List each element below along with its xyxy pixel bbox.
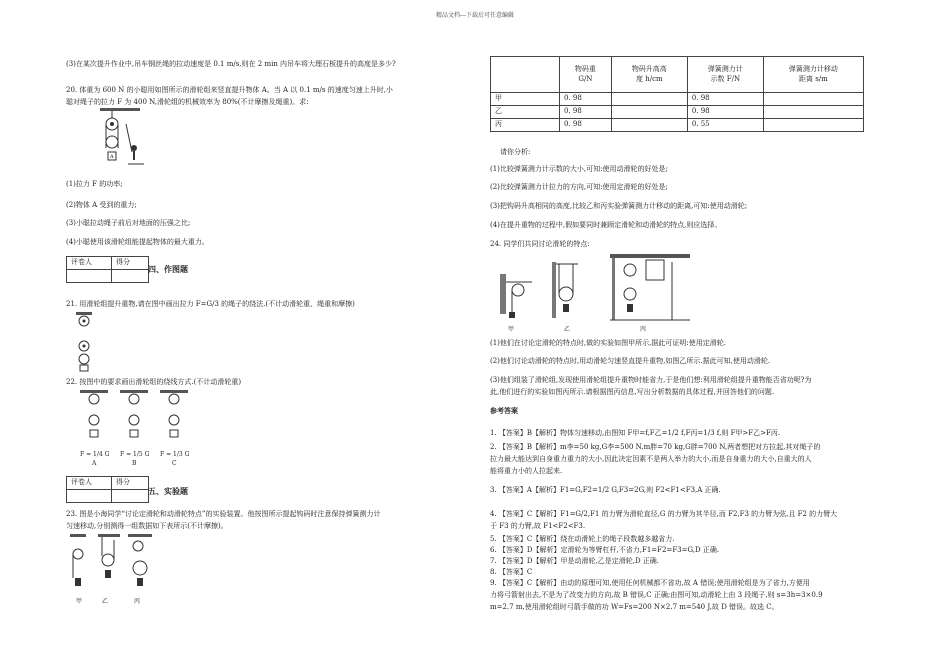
q20-sub4: (4)小聪使用该滑轮组能提起物体的最大重力。 — [66, 238, 209, 246]
q20-sub1: (1)拉力 F 的功率; — [66, 180, 123, 188]
table-cell: 0. 98 — [687, 106, 763, 119]
answers-title: 参考答案 — [490, 407, 518, 415]
answer-9-line3: m=2.7 m,使用滑轮组时弓箭手做的功 W=Fs=200 N×2.7 m=540 J,故 D 错误。故选 C。 — [490, 603, 779, 611]
table-cell — [763, 106, 863, 119]
table-header-cell: 弹簧测力计 示数 F/N — [687, 57, 763, 93]
answer-5: 5. 【答案】C【解析】绕在动滑轮上的绳子段数越多越省力. — [490, 535, 675, 543]
table-header-cell: 弹簧测力计移动 距离 s/m — [763, 57, 863, 93]
q24-fig-label-yi: 乙 — [564, 326, 571, 333]
answer-2-line1: 2. 【答案】B【解析】m李=50 kg,G李=500 N,m胖=70 kg,G胖=700 N,两者想把对方拉起,其对绳子的 — [490, 443, 821, 451]
q20-line2: 聪对绳子的拉力 F 为 400 N,滑轮组的机械效率为 80%(不计摩擦及绳重)。求: — [66, 98, 309, 106]
q22-letter-a: A — [92, 460, 97, 467]
answer-9-line1: 9. 【答案】C【解析】由动的原理可知,使用任何机械都不省功,故 A 错误;使用滑轮组是为了省力,方便用 — [490, 579, 810, 587]
q23-ask: 请你分析: — [500, 148, 531, 156]
table-cell: 0. 98 — [687, 93, 763, 106]
q22-letter-c: C — [172, 460, 177, 467]
table-cell — [611, 119, 687, 132]
q23-line1: 23. 图是小海同学“讨论定滑轮和动滑轮特点”的实验装置。他按图所示提起钩码时注意保持弹簧测力计 — [66, 510, 381, 518]
q20-sub2: (2)物体 A 受到的重力; — [66, 201, 137, 209]
table-cell: 0. 98 — [560, 106, 612, 119]
q24-fig-label-jia: 甲 — [508, 326, 515, 333]
answer-2-line2: 拉力最大能达到自身重力重力的大小,因此决定因素不是两人举力的大小,而是自身重力的大小,自重大的人 — [490, 455, 812, 463]
q24-sub3b: 此,他们进行的实验如图丙所示.请根据图丙信息,写出分析数据的具体过程,并回答他们的问题. — [490, 388, 775, 396]
table-cell — [763, 93, 863, 106]
q20-sub3: (3)小聪拉动绳子前后对地面的压强之比; — [66, 219, 191, 227]
q24-sub1: (1)他们在讨论定滑轮的特点时,做的实验如图甲所示,据此可证明:使用定滑轮. — [490, 339, 726, 347]
score-points-label: 得分 — [112, 477, 149, 490]
score-points-label: 得分 — [112, 257, 149, 270]
q24-text: 24. 同学们共同讨论滑轮的特点: — [490, 240, 590, 248]
table-header-cell: 物码升高高 度 h/cm — [611, 57, 687, 93]
answer-1: 1. 【答案】B【解析】物体匀速移动,由图知 F甲=f,F乙=1/2 f,F丙=1/3 f,则 F甲>F乙>F丙. — [490, 429, 781, 437]
q23-line2: 匀速移动,分别测得一组数据如下表所示(不计摩擦)。 — [66, 522, 228, 530]
score-box-4 — [66, 256, 149, 283]
q22-text: 22. 按图中的要求画出滑轮组的绕线方式.(不计动滑轮重) — [66, 378, 242, 386]
q22-letter-b: B — [132, 460, 137, 467]
table-cell — [611, 93, 687, 106]
q23-fig-label-jia: 甲 — [76, 598, 83, 605]
section-title-experiment: 五、实验题 — [148, 487, 188, 496]
answer-2-line3: 能将重力小的人拉起来. — [490, 467, 563, 475]
section-title-drawing: 四、作图题 — [148, 265, 188, 274]
q20-line1: 20. 体重为 600 N 的小聪用如图所示的滑轮组来竖直提升物体 A。当 A 以 0.1 m/s 的速度匀速上升时,小 — [66, 86, 393, 94]
page-header: 精品文档---下载后可任意编辑 — [435, 12, 515, 19]
q23-data-table — [490, 56, 864, 132]
q23-sub1: (1)比较弹簧测力计示数的大小,可知:使用动滑轮的好处是; — [490, 165, 668, 173]
q23-sub4: (4)在提升重物的过程中,假如要同时兼顾定滑轮和动滑轮的特点,则应选择。 — [490, 221, 722, 229]
q23-fig-label-bing: 丙 — [134, 598, 141, 605]
table-cell: 丙 — [491, 119, 560, 132]
answer-9-line2: 力将弓箭射出去,不是为了改变力的方向,故 B 错误,C 正确;由图可知,动滑轮上由 3 段绳子,则 s=3h=3×0.9 — [490, 591, 823, 599]
score-reviewer-label: 评卷人 — [67, 477, 112, 490]
svg-text:A: A — [110, 154, 114, 160]
table-cell: 甲 — [491, 93, 560, 106]
score-box-5 — [66, 476, 149, 503]
q23-sub2: (2)比较弹簧测力计拉力的方向,可知:使用定滑轮的好处是; — [490, 183, 668, 191]
answer-8: 8. 【答案】C — [490, 568, 533, 576]
q24-sub2: (2)他们讨论动滑轮的特点时,用动滑轮匀速竖直提升重物,如图乙所示.据此可知,使用动滑轮. — [490, 357, 771, 365]
table-row — [491, 106, 864, 119]
answer-4-line1: 4. 【答案】C【解析】F1=G/2,F1 的力臂为滑轮直径,G 的力臂为其半径,而 F2,F3 的力臂为弦,且 F2 的力臂大 — [490, 510, 838, 518]
table-cell: 0. 55 — [687, 119, 763, 132]
q22-label-b: F = 1/5 G — [120, 451, 150, 458]
score-reviewer-label: 评卷人 — [67, 257, 112, 270]
q21-text: 21. 用滑轮组提升重物,请在图中画出拉力 F=G/3 的绳子的绕法.(不计动滑轮重、绳重和摩擦) — [66, 300, 355, 308]
table-header-cell: 物码重 G/N — [560, 57, 612, 93]
q22-label-a: F = 1/4 G — [80, 451, 110, 458]
table-cell — [611, 106, 687, 119]
q23-sub3: (3)把钩码升高相同的高度,比较乙和丙实验弹簧测力计移动的距离,可知:使用动滑轮; — [490, 202, 748, 210]
q23-apparatus-figure — [70, 534, 160, 594]
q24-sub3a: (3)他们组装了滑轮组,发现使用滑轮组提升重物时能省力,于是他们想:利用滑轮组提升重物能否省功呢?为 — [490, 376, 812, 384]
table-row — [491, 93, 864, 106]
q21-pulley-figure — [74, 312, 94, 372]
answer-4-line2: 于 F3 的力臂,故 F1<F2<F3. — [490, 522, 586, 530]
q22-pulley-figures — [80, 390, 190, 450]
q19-part3: (3)在某次提升作业中,吊车钢丝绳的拉动速度是 0.1 m/s,则在 2 min 内吊车将大理石板提升的高度是多少? — [66, 60, 396, 68]
q24-fig-label-bing: 丙 — [640, 326, 647, 333]
table-cell: 0. 98 — [560, 93, 612, 106]
answer-7: 7. 【答案】D【解析】甲是动滑轮,乙是定滑轮,D 正确. — [490, 557, 660, 565]
table-header-cell — [491, 57, 560, 93]
answer-3: 3. 【答案】A【解析】F1=G,F2=1/2 G,F3=2G,则 F2<F1<F3,A 正确. — [490, 486, 721, 494]
q22-label-c: F = 1/3 G — [160, 451, 190, 458]
answer-6: 6. 【答案】D【解析】定滑轮为等臂杠杆,不省力,F1=F2=F3=G,D 正确. — [490, 546, 720, 554]
q20-pulley-figure — [100, 108, 150, 166]
q23-fig-label-yi: 乙 — [102, 598, 109, 605]
table-cell: 乙 — [491, 106, 560, 119]
table-cell — [763, 119, 863, 132]
table-cell: 0. 98 — [560, 119, 612, 132]
table-row — [491, 119, 864, 132]
q24-figures — [500, 252, 700, 324]
